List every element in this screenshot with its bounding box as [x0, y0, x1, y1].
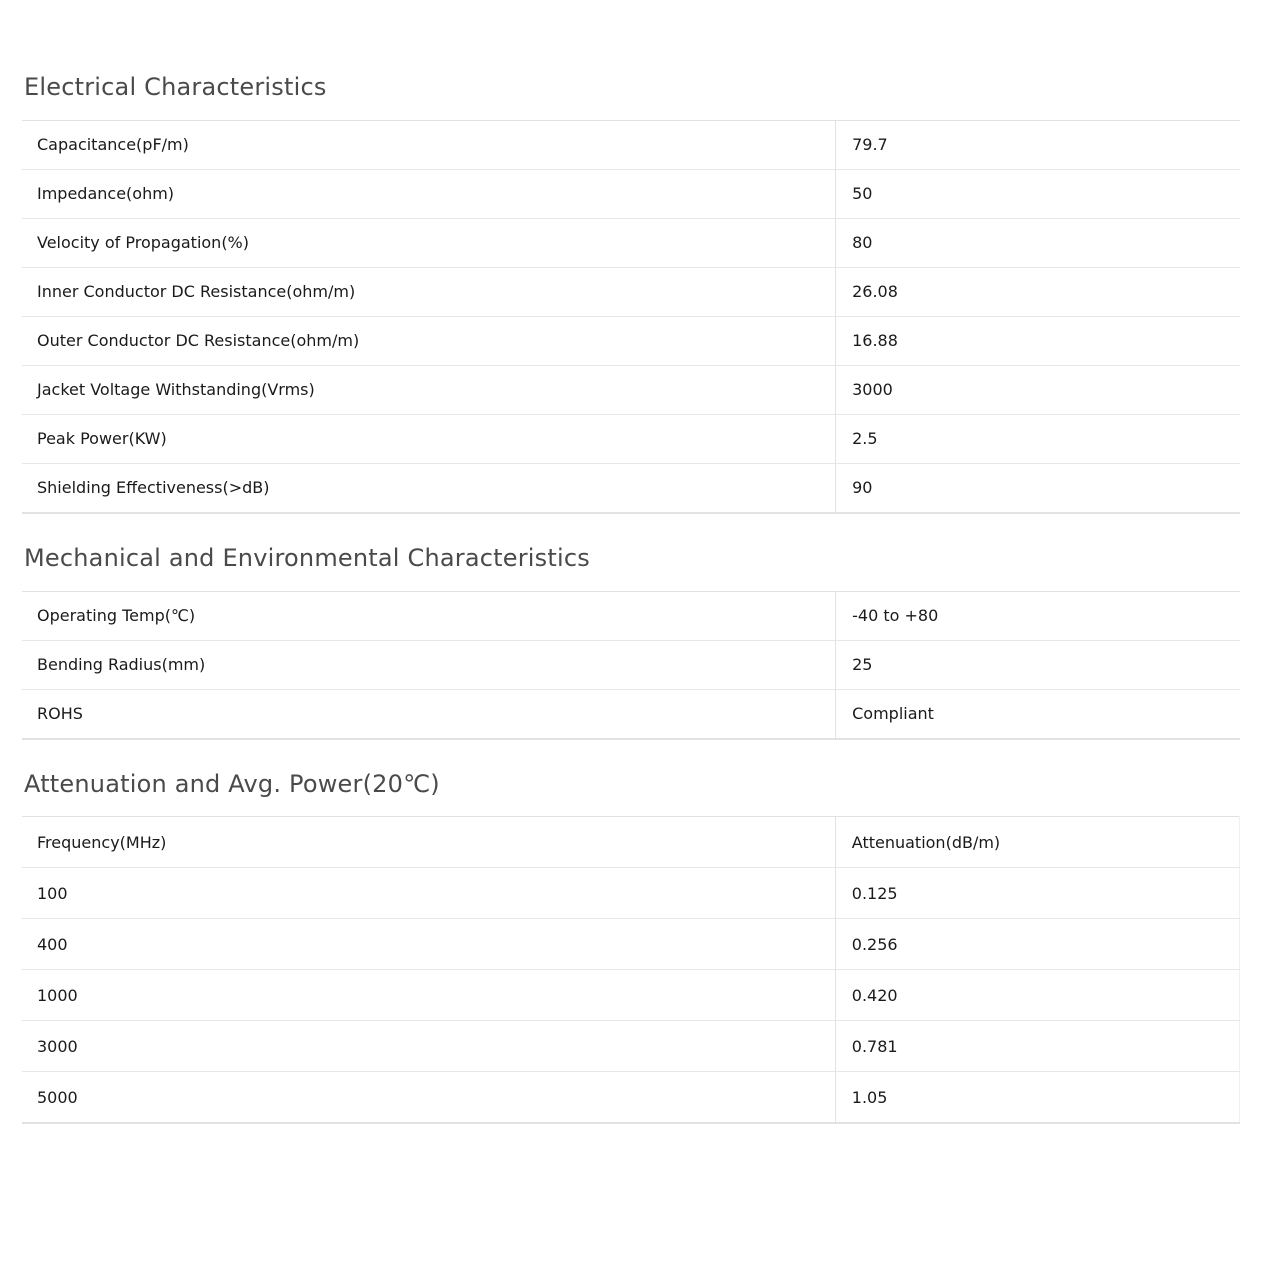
mechanical-environmental-table [22, 591, 1240, 740]
spec-value: 79.7 [836, 120, 1240, 169]
frequency-value: 1000 [22, 970, 835, 1021]
table-row [22, 591, 1240, 640]
table-row [22, 463, 1240, 513]
table-header-row [22, 817, 1240, 868]
attenuation-value: 0.781 [835, 1021, 1239, 1072]
section-title-electrical: Electrical Characteristics [24, 73, 327, 101]
spec-label: Impedance(ohm) [22, 169, 836, 218]
table-row [22, 919, 1240, 970]
attenuation-value: 1.05 [835, 1072, 1239, 1124]
column-header-attenuation: Attenuation(dB/m) [835, 817, 1239, 868]
section-title-attenuation: Attenuation and Avg. Power(20℃) [24, 769, 440, 798]
spec-label: Velocity of Propagation(%) [22, 218, 836, 267]
frequency-value: 3000 [22, 1021, 835, 1072]
spec-label: Bending Radius(mm) [22, 640, 836, 689]
table-row [22, 868, 1240, 919]
spec-value: 50 [836, 169, 1240, 218]
spec-label: Outer Conductor DC Resistance(ohm/m) [22, 316, 836, 365]
table-row [22, 689, 1240, 739]
spec-label: Capacitance(pF/m) [22, 120, 836, 169]
attenuation-value: 0.256 [835, 919, 1239, 970]
table-row [22, 316, 1240, 365]
section-title-mechanical: Mechanical and Environmental Characteristics [24, 543, 590, 572]
table-row [22, 120, 1240, 169]
spec-value: 80 [836, 218, 1240, 267]
table-row [22, 169, 1240, 218]
table-row [22, 970, 1240, 1021]
spec-value: -40 to +80 [836, 591, 1240, 640]
frequency-value: 400 [22, 919, 835, 970]
spec-label: Operating Temp(℃) [22, 591, 836, 640]
spec-value: 25 [836, 640, 1240, 689]
column-header-frequency: Frequency(MHz) [22, 817, 835, 868]
table-row [22, 1072, 1240, 1124]
spec-label: ROHS [37, 704, 83, 724]
spec-value: 26.08 [836, 267, 1240, 316]
spec-label: Jacket Voltage Withstanding(Vrms) [22, 365, 836, 414]
spec-value: 2.5 [836, 414, 1240, 463]
table-row [22, 1021, 1240, 1072]
table-row [22, 365, 1240, 414]
spec-value: 16.88 [836, 316, 1240, 365]
attenuation-table [22, 816, 1240, 1124]
frequency-value: 5000 [37, 1087, 78, 1107]
table-row [22, 414, 1240, 463]
table-row [22, 267, 1240, 316]
electrical-characteristics-table [22, 120, 1240, 514]
attenuation-value: 0.125 [835, 868, 1239, 919]
table-row [22, 640, 1240, 689]
spec-value: Compliant [836, 689, 1240, 739]
spec-value: 90 [836, 463, 1240, 513]
spec-label: Peak Power(KW) [22, 414, 836, 463]
spec-label: Shielding Effectiveness(>dB) [37, 478, 270, 498]
spec-label: Inner Conductor DC Resistance(ohm/m) [22, 267, 836, 316]
table-row [22, 218, 1240, 267]
frequency-value: 100 [22, 868, 835, 919]
attenuation-value: 0.420 [835, 970, 1239, 1021]
spec-value: 3000 [836, 365, 1240, 414]
